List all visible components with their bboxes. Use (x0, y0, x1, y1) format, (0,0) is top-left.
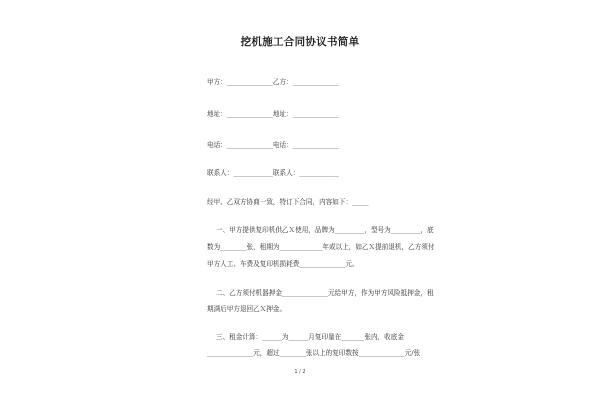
agreement-intro-line: 经甲、乙双方协商一致，特订下合同，内容如下：_____ (207, 198, 369, 206)
party-contact-line: 联系人：____________联系人：____________ (207, 169, 339, 177)
clause-3-line-1: 三、租金计算：______为______月复印量在_______张内，收底金 (216, 333, 404, 341)
party-names-line: 甲方：______________乙方：______________ (207, 78, 339, 86)
clause-3-line-2: ______________元，超过________张以上的复印数按______________元/张 (207, 349, 421, 357)
document-title: 挖机施工合同协议书简单 (240, 36, 360, 48)
clause-2-line-1: 二、乙方须付机器押金______________元给甲方，作为甲方风险抵押金，租 (216, 289, 434, 297)
clause-1-line-3: 甲方人工、车费及复印机损耗费______________元。 (207, 260, 359, 268)
page-number: 1 / 2 (294, 369, 306, 375)
clause-1-line-2: 数为________张，租期为_____________年或以上，如乙Ｘ提前退机，乙方须付 (207, 243, 435, 251)
clause-2-line-2: 期满后甲方退回乙Ｘ押金。 (207, 305, 287, 313)
clause-1-line-1: 一、甲方提供复印机供乙Ｘ使用，品牌为_________，型号为_________，底 (216, 226, 434, 234)
party-address-line: 地址：______________地址：______________ (207, 110, 339, 118)
party-phone-line: 电话：______________电话：______________ (207, 141, 339, 149)
